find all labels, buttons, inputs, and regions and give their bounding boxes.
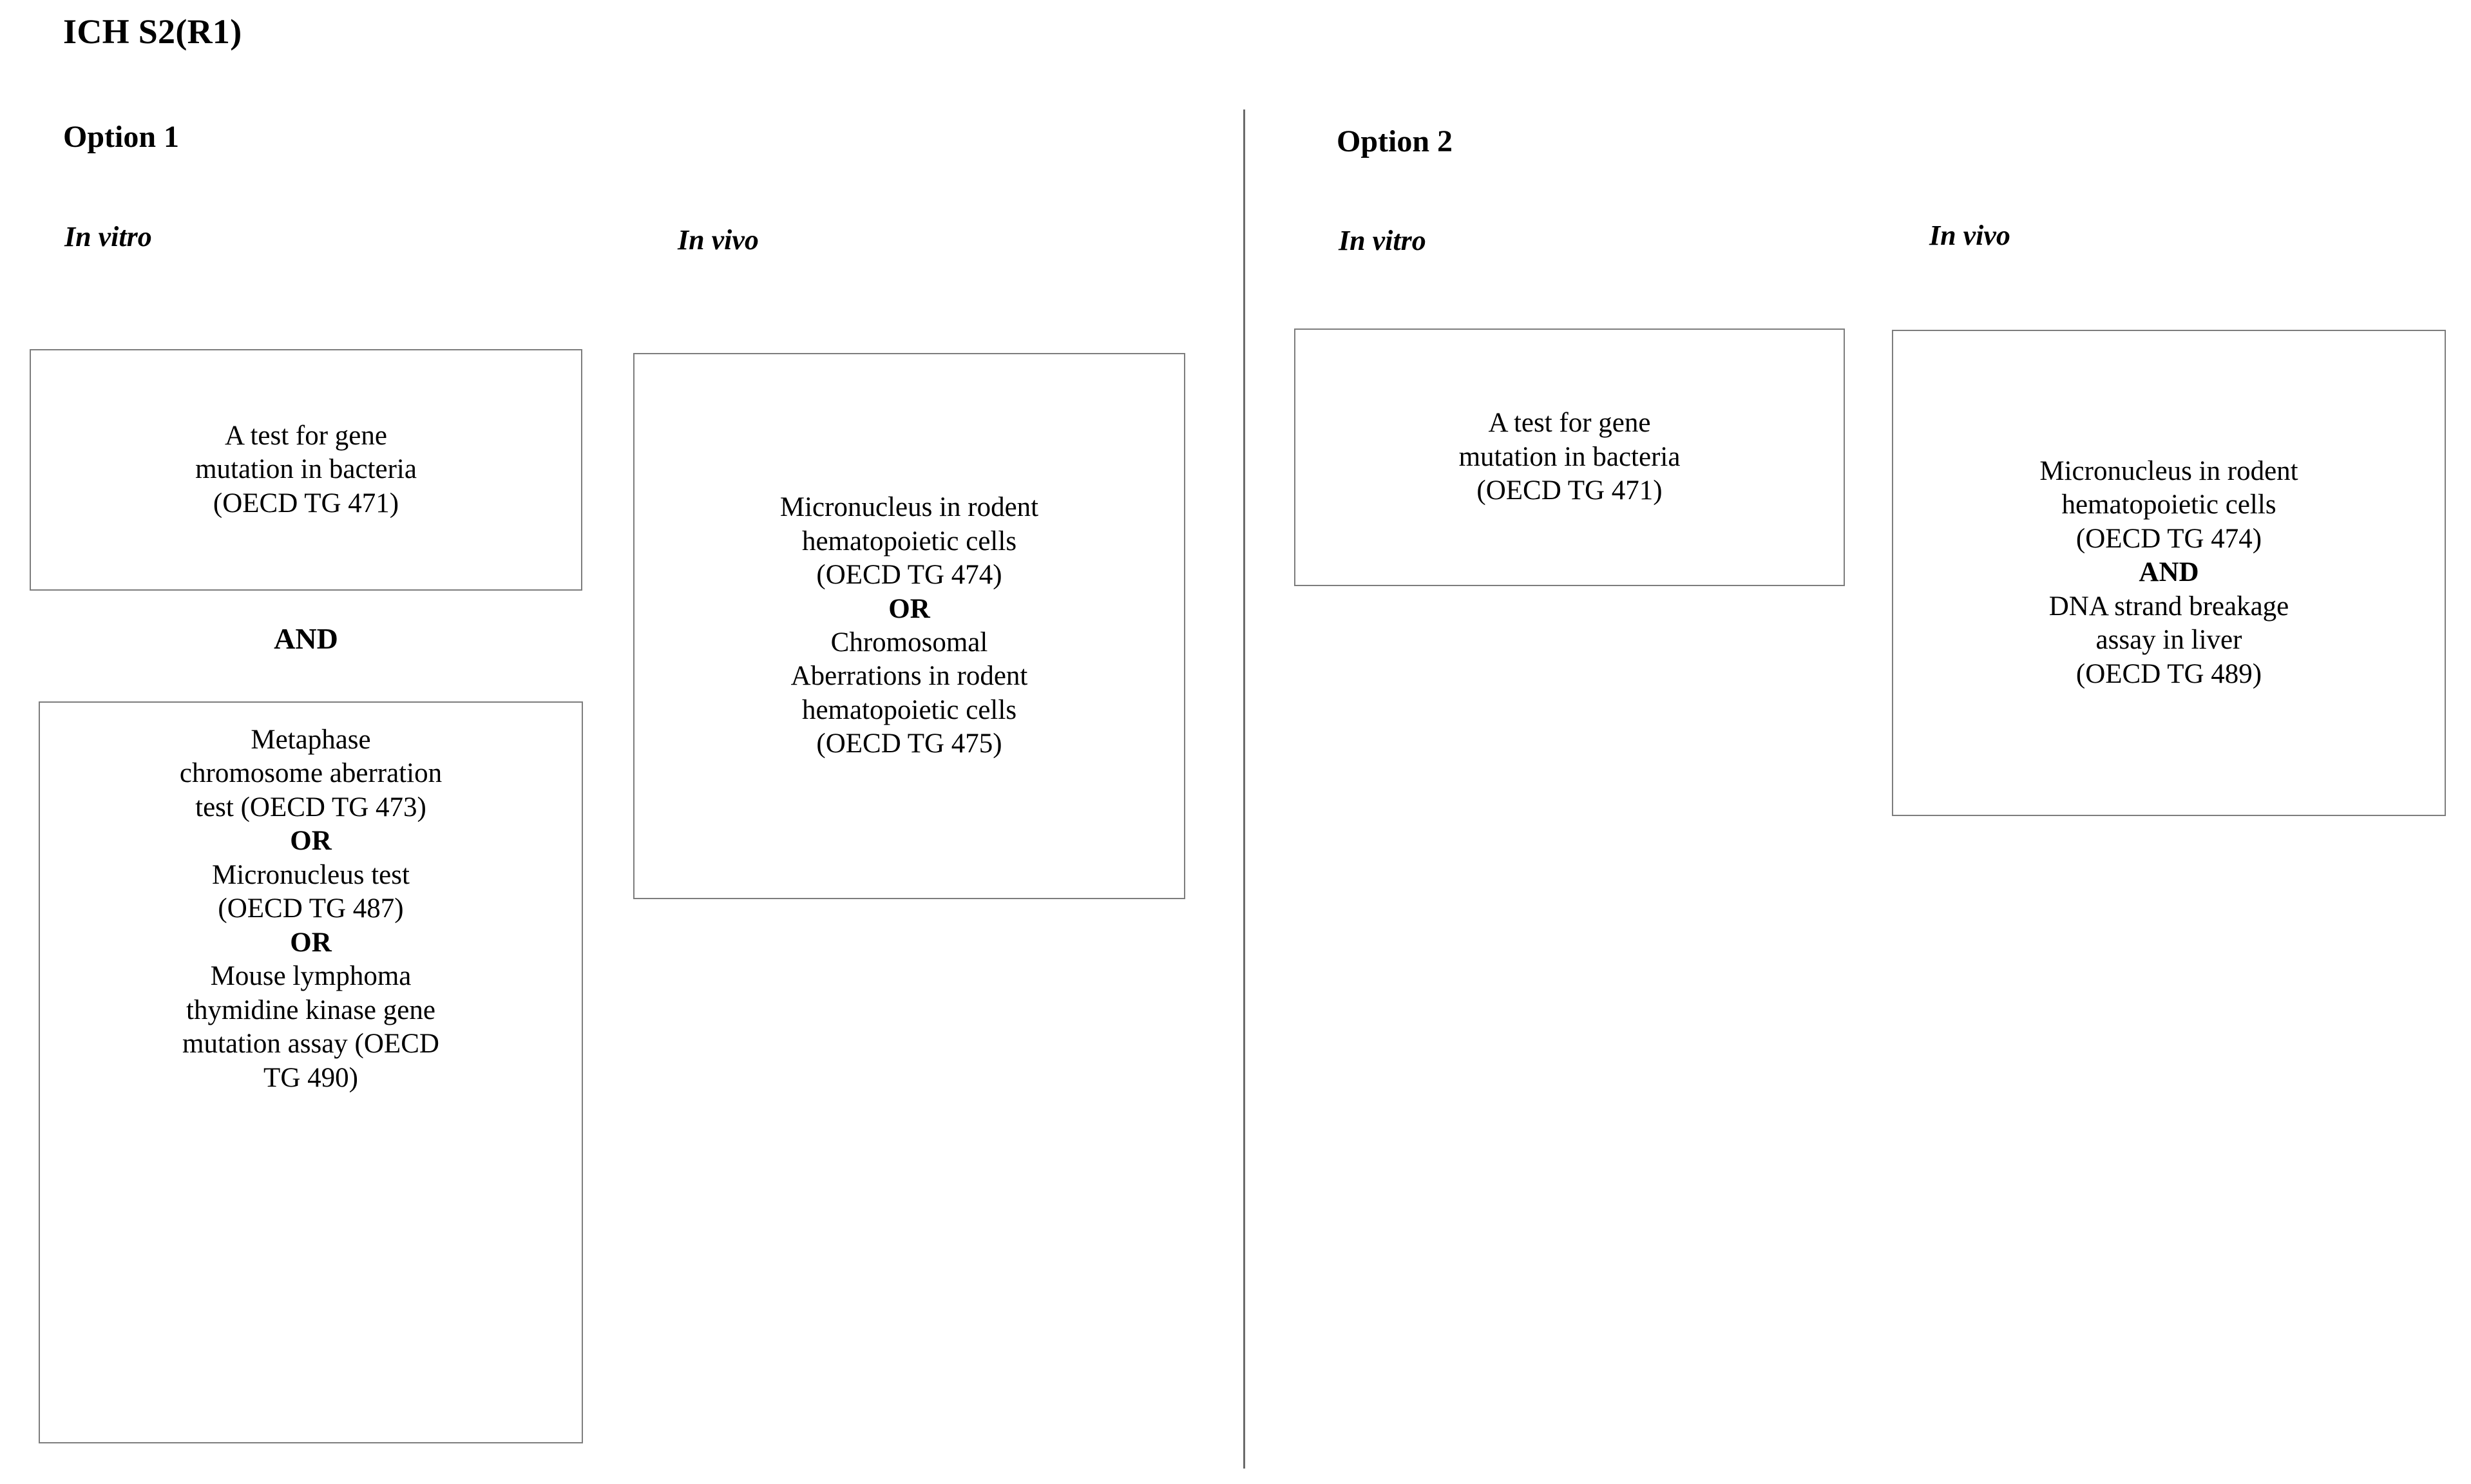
box-line: (OECD TG 475)	[816, 728, 1002, 759]
box-connector-and: AND	[2139, 557, 2199, 588]
box-connector-or: OR	[888, 593, 930, 624]
box-line: Micronucleus in rodent	[779, 492, 1039, 523]
box-line: Metaphase	[251, 725, 371, 755]
box-connector-or: OR	[290, 927, 332, 958]
box-connector-or: OR	[290, 826, 332, 857]
box-line: (OECD TG 474)	[2075, 523, 2262, 554]
box-line: chromosome aberration	[179, 758, 443, 789]
option-2-in-vitro-box-1	[1294, 328, 1845, 586]
option-1-connector-and: AND	[274, 622, 338, 655]
box-line: hematopoietic cells	[801, 526, 1017, 556]
box-line: hematopoietic cells	[801, 694, 1017, 725]
option-2-in-vivo-header: In vivo	[1929, 220, 2010, 251]
box-line: mutation assay (OECD	[182, 1029, 439, 1060]
box-line: DNA strand breakage	[2048, 591, 2289, 622]
box-line: test (OECD TG 473)	[195, 792, 426, 823]
box-line: mutation in bacteria	[195, 454, 417, 485]
page-title: ICH S2(R1)	[63, 12, 242, 51]
option-1-in-vivo-box-1	[633, 353, 1185, 899]
box-line: A test for gene	[1488, 408, 1651, 439]
box-line: assay in liver	[2095, 625, 2242, 656]
box-line: Mouse lymphoma	[210, 961, 412, 992]
box-line: TG 490)	[263, 1062, 358, 1093]
box-line: Micronucleus in rodent	[2039, 455, 2298, 486]
option-1-in-vitro-header: In vitro	[64, 221, 152, 252]
box-line: (OECD TG 471)	[1476, 475, 1663, 506]
option-1-in-vitro-box-1	[30, 349, 582, 591]
option-1-in-vivo-header: In vivo	[678, 224, 759, 256]
box-line: (OECD TG 474)	[816, 560, 1002, 591]
box-line: thymidine kinase gene	[186, 994, 435, 1025]
box-line: Micronucleus test	[212, 859, 410, 890]
option-1-header: Option 1	[63, 120, 180, 154]
box-line: mutation in bacteria	[1458, 441, 1681, 472]
box-line: Aberrations in rodent	[790, 661, 1028, 692]
option-1-in-vitro-box-2	[39, 701, 583, 1443]
box-line: Chromosomal	[830, 627, 988, 658]
vertical-divider	[1243, 109, 1245, 1469]
box-line: A test for gene	[225, 420, 387, 451]
option-2-in-vitro-header: In vitro	[1339, 225, 1426, 256]
box-line: (OECD TG 471)	[213, 488, 399, 518]
option-2-in-vivo-box-1	[1892, 330, 2446, 816]
box-line: hematopoietic cells	[2061, 490, 2276, 520]
box-line: (OECD TG 487)	[218, 893, 404, 924]
option-2-header: Option 2	[1337, 124, 1453, 158]
box-line: (OECD TG 489)	[2075, 658, 2262, 689]
